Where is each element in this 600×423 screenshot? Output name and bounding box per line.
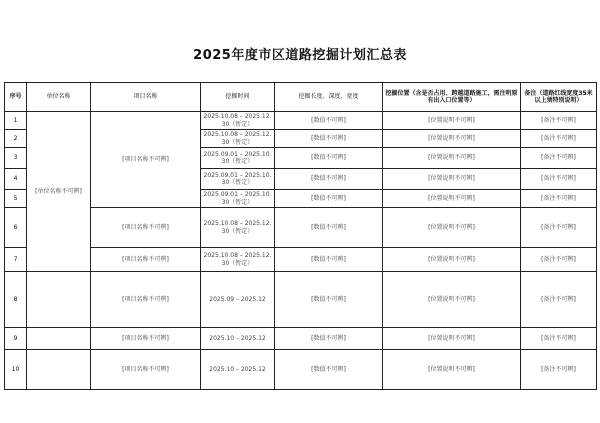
size-cell: [数值不可辨] xyxy=(275,148,383,169)
project-name-cell: [项目名称不可辨] xyxy=(91,350,201,390)
row-seq: 7 xyxy=(5,248,27,272)
period-cell: 2025.10 – 2025.12 xyxy=(201,350,275,390)
header-period: 挖掘时间 xyxy=(201,83,275,112)
row-seq: 1 xyxy=(5,112,27,130)
size-cell: [数值不可辨] xyxy=(275,272,383,328)
row-seq: 9 xyxy=(5,328,27,350)
size-cell: [数值不可辨] xyxy=(275,130,383,148)
table-row xyxy=(5,350,597,390)
remark-cell: [备注不可辨] xyxy=(521,148,597,169)
unit-name-cell: [单位名称不可辨] xyxy=(27,112,91,272)
row-seq: 6 xyxy=(5,208,27,248)
unit-name-cell xyxy=(27,272,91,328)
period-cell: 2025.10 – 2025.12 xyxy=(201,328,275,350)
remark-cell: [备注不可辨] xyxy=(521,248,597,272)
remark-cell: [备注不可辨] xyxy=(521,328,597,350)
period-cell: 2025.09.01 – 2025.10.30（暂定） xyxy=(201,190,275,208)
size-cell: [数值不可辨] xyxy=(275,169,383,190)
project-name-cell: [项目名称不可辨] xyxy=(91,328,201,350)
page-title: 2025年度市区道路挖掘计划汇总表 xyxy=(193,48,407,63)
header-unit: 单位名称 xyxy=(27,83,91,112)
period-cell: 2025.10.08 – 2025.12.30（暂定） xyxy=(201,130,275,148)
unit-name-cell xyxy=(27,350,91,390)
excavation-plan-table xyxy=(4,82,597,390)
header-size: 挖掘长度、深度、宽度 xyxy=(275,83,383,112)
table-row xyxy=(5,328,597,350)
row-seq: 5 xyxy=(5,190,27,208)
remark-cell: [备注不可辨] xyxy=(521,130,597,148)
project-name-cell: [项目名称不可辨] xyxy=(91,272,201,328)
size-cell: [数值不可辨] xyxy=(275,190,383,208)
unit-name-cell xyxy=(27,328,91,350)
location-cell: [位置说明不可辨] xyxy=(383,112,521,130)
location-cell: [位置说明不可辨] xyxy=(383,208,521,248)
remark-cell: [备注不可辨] xyxy=(521,112,597,130)
period-cell: 2025.10.08 – 2025.12.30（暂定） xyxy=(201,112,275,130)
header-remark: 备注（道路红线宽度35米以上须特别说明） xyxy=(521,83,597,112)
project-name-cell: [项目名称不可辨] xyxy=(91,208,201,248)
size-cell: [数值不可辨] xyxy=(275,350,383,390)
remark-cell: [备注不可辨] xyxy=(521,208,597,248)
table-row xyxy=(5,272,597,328)
remark-cell: [备注不可辨] xyxy=(521,350,597,390)
size-cell: [数值不可辨] xyxy=(275,328,383,350)
project-name-cell: [项目名称不可辨] xyxy=(91,112,201,208)
remark-cell: [备注不可辨] xyxy=(521,169,597,190)
row-seq: 2 xyxy=(5,130,27,148)
location-cell: [位置说明不可辨] xyxy=(383,272,521,328)
header-seq: 序号 xyxy=(5,83,27,112)
table-row xyxy=(5,112,597,130)
row-seq: 8 xyxy=(5,272,27,328)
location-cell: [位置说明不可辨] xyxy=(383,130,521,148)
period-cell: 2025.09.01 – 2025.10.30（暂定） xyxy=(201,169,275,190)
location-cell: [位置说明不可辨] xyxy=(383,328,521,350)
location-cell: [位置说明不可辨] xyxy=(383,169,521,190)
location-cell: [位置说明不可辨] xyxy=(383,148,521,169)
size-cell: [数值不可辨] xyxy=(275,112,383,130)
project-name-cell: [项目名称不可辨] xyxy=(91,248,201,272)
row-seq: 3 xyxy=(5,148,27,169)
table-row xyxy=(5,208,597,248)
period-cell: 2025.10.08 – 2025.12.30（暂定） xyxy=(201,208,275,248)
period-cell: 2025.10.08 – 2025.12.30（暂定） xyxy=(201,248,275,272)
header-row xyxy=(5,83,597,112)
row-seq: 10 xyxy=(5,350,27,390)
header-location: 挖掘位置（含是否占用、跨越道路施工，需注明原有出入口位置等） xyxy=(383,83,521,112)
location-cell: [位置说明不可辨] xyxy=(383,350,521,390)
location-cell: [位置说明不可辨] xyxy=(383,190,521,208)
remark-cell: [备注不可辨] xyxy=(521,272,597,328)
table-row xyxy=(5,248,597,272)
row-seq: 4 xyxy=(5,169,27,190)
header-project: 项目名称 xyxy=(91,83,201,112)
period-cell: 2025.09 – 2025.12 xyxy=(201,272,275,328)
size-cell: [数值不可辨] xyxy=(275,208,383,248)
location-cell: [位置说明不可辨] xyxy=(383,248,521,272)
remark-cell: [备注不可辨] xyxy=(521,190,597,208)
period-cell: 2025.09.01 – 2025.10.30（暂定） xyxy=(201,148,275,169)
size-cell: [数值不可辨] xyxy=(275,248,383,272)
